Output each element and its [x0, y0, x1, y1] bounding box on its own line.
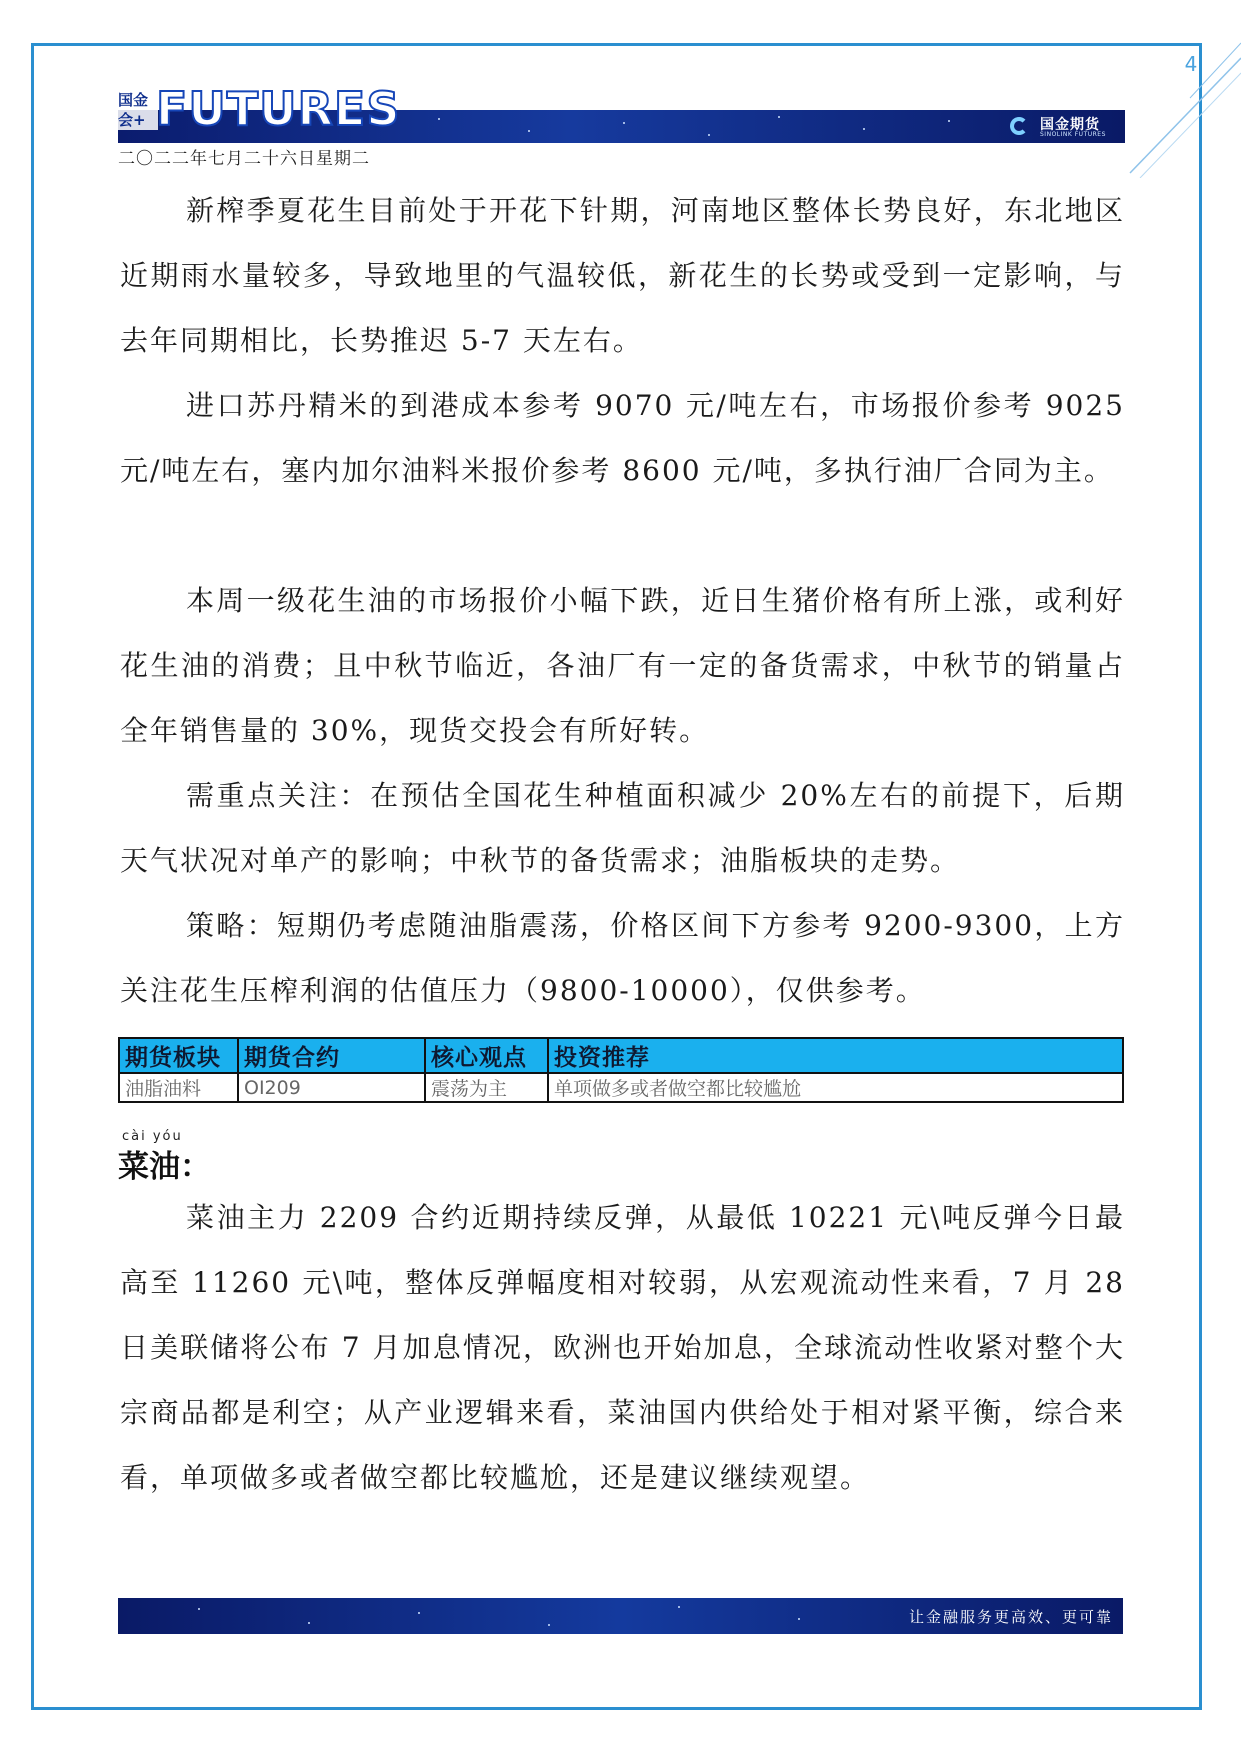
brand-mark — [1010, 114, 1120, 140]
section-pinyin: cài yóu — [122, 1129, 183, 1144]
section-heading: 菜油： — [118, 1149, 211, 1185]
paragraph-4: 需重点关注：在预估全国花生种植面积减少 20%左右的前提下，后期天气状况对单产的影响；中秋节的备货需求；油脂板块的走势。 — [120, 779, 1125, 877]
section-body: 菜油主力 2209 合约近期持续反弹，从最低 10221 元\吨反弹今日最高至 11260 元\吨，整体反弹幅度相对较弱，从宏观流动性来看，7 月 28 日美联储将公布 7 月加息情况，欧洲也开始加息，全球流动性收紧对整个大宗商品都是利空；从产业逻辑来看，菜油国内供给处于相对紧平衡，综合来看，单项做多或者做空都比较尴尬，还是建议继续观望。 — [120, 1201, 1125, 1494]
table-header-row — [119, 1038, 1123, 1073]
recommendation-table — [118, 1037, 1124, 1103]
logo-en: FUTURES — [156, 82, 401, 136]
paragraph-2: 进口苏丹精米的到港成本参考 9070 元/吨左右，市场报价参考 9025 元/吨左右，塞内加尔油料米报价参考 8600 元/吨，多执行油厂合同为主。 — [120, 389, 1125, 487]
page-number: 4 — [1184, 52, 1198, 76]
logo-cn: 国金会+ — [118, 90, 158, 130]
paragraph-3: 本周一级花生油的市场报价小幅下跌，近日生猪价格有所上涨，或利好花生油的消费；且中秋节临近，各油厂有一定的备货需求，中秋节的销量占全年销售量的 30%，现货交投会有所好转。 — [120, 584, 1125, 747]
table-cell: OI209 — [238, 1073, 425, 1102]
paragraph-1: 新榨季夏花生目前处于开花下针期，河南地区整体长势良好，东北地区近期雨水量较多，导致地里的气温较低，新花生的长势或受到一定影响，与去年同期相比，长势推迟 5-7 天左右。 — [120, 194, 1125, 357]
report-date: 二〇二二年七月二十六日星期二 — [118, 149, 370, 169]
table-cell: 油脂油料 — [119, 1073, 238, 1102]
footer-slogan: 让金融服务更高效、更可靠 — [908, 1608, 1113, 1626]
table-header-cell: 投资推荐 — [548, 1038, 1123, 1073]
table-row — [119, 1073, 1123, 1102]
footer-band — [118, 1598, 1123, 1634]
table-cell: 震荡为主 — [425, 1073, 548, 1102]
table-header-cell: 核心观点 — [425, 1038, 548, 1073]
paragraph-5: 策略：短期仍考虑随油脂震荡，价格区间下方参考 9200-9300，上方关注花生压榨利润的估值压力（9800-10000），仅供参考。 — [120, 909, 1125, 1007]
brand-en: SINOLINK FUTURES — [1040, 131, 1106, 138]
brand-name: 国金期货 — [1040, 117, 1100, 133]
table-cell: 单项做多或者做空都比较尴尬 — [548, 1073, 1123, 1102]
table-header-cell: 期货板块 — [119, 1038, 238, 1073]
table-header-cell: 期货合约 — [238, 1038, 425, 1073]
brand-circle-icon — [1010, 117, 1028, 135]
